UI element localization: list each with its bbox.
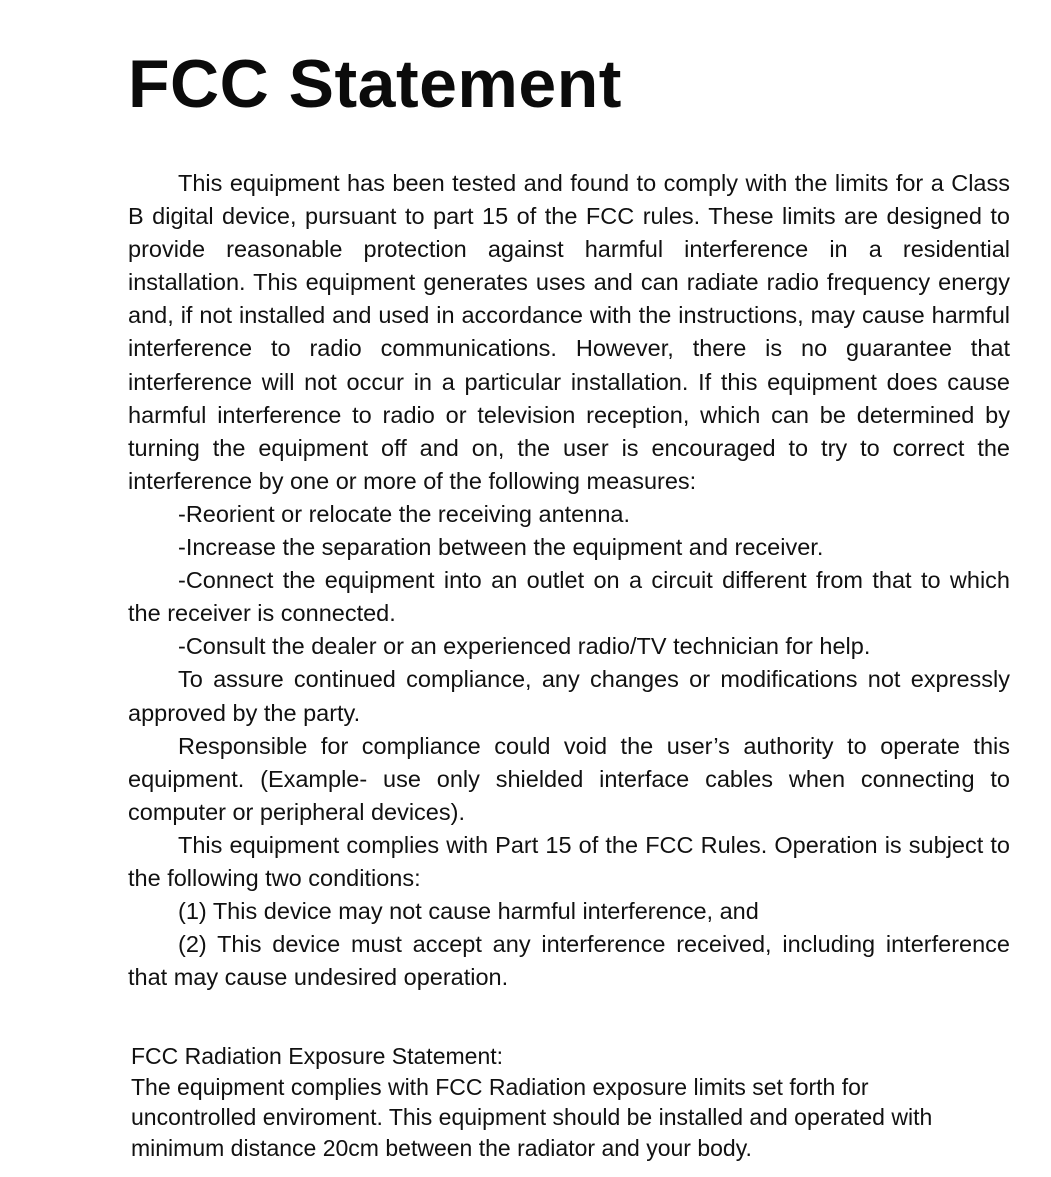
radiation-heading: FCC Radiation Exposure Statement: (131, 1043, 504, 1069)
radiation-line-3: minimum distance 20cm between the radiator and your body. (131, 1135, 752, 1162)
paragraph-responsible-party: Responsible for compliance could void the user’s authority to operate this equipment. (Example- use only shielded interface cables when connecting to computer or peripheral devices). (128, 732, 1010, 825)
paragraph-continued-compliance: To assure continued compliance, any changes or modifications not expressly approved by the party. (128, 666, 1010, 726)
condition-1: (1) This device may not cause harmful interference, and (178, 898, 759, 925)
measure-connect-outlet: -Connect the equipment into an outlet on a circuit different from that to which the receiver is connected. (128, 567, 1010, 627)
condition-2: (2) This device must accept any interference received, including interference that may cause undesired operation. (128, 931, 1010, 991)
statement-body (128, 167, 1010, 994)
radiation-exposure-section (131, 1041, 1031, 1164)
radiation-line-1: The equipment complies with FCC Radiation exposure limits set forth for (131, 1073, 869, 1100)
radiation-line-2: uncontrolled enviroment. This equipment should be installed and operated with (131, 1104, 933, 1131)
paragraph-compliance-intro: This equipment has been tested and found to comply with the limits for a Class B digital device, pursuant to part 15 of the FCC rules. These limits are designed to provide reasonable protection against harmful interference in a residential installation. This equipment generates uses and can radiate radio frequency energy and, if not installed and used in accordance with the instructions, may cause harmful interference to radio communications. However, there is no guarantee that interference will not occur in a particular installation. If this equipment does cause harmful interference to radio or television reception, which can be determined by turning the equipment off and on, the user is encouraged to try to correct the interference by one or more of the following measures: (128, 170, 1010, 494)
measure-consult-dealer: -Consult the dealer or an experienced radio/TV technician for help. (178, 633, 871, 660)
measure-increase-separation: -Increase the separation between the equipment and receiver. (178, 534, 824, 561)
measure-reorient-antenna: -Reorient or relocate the receiving antenna. (178, 500, 630, 527)
page-title: FCC Statement (128, 46, 622, 122)
paragraph-part15-conditions: This equipment complies with Part 15 of the FCC Rules. Operation is subject to the following two conditions: (128, 831, 1010, 891)
